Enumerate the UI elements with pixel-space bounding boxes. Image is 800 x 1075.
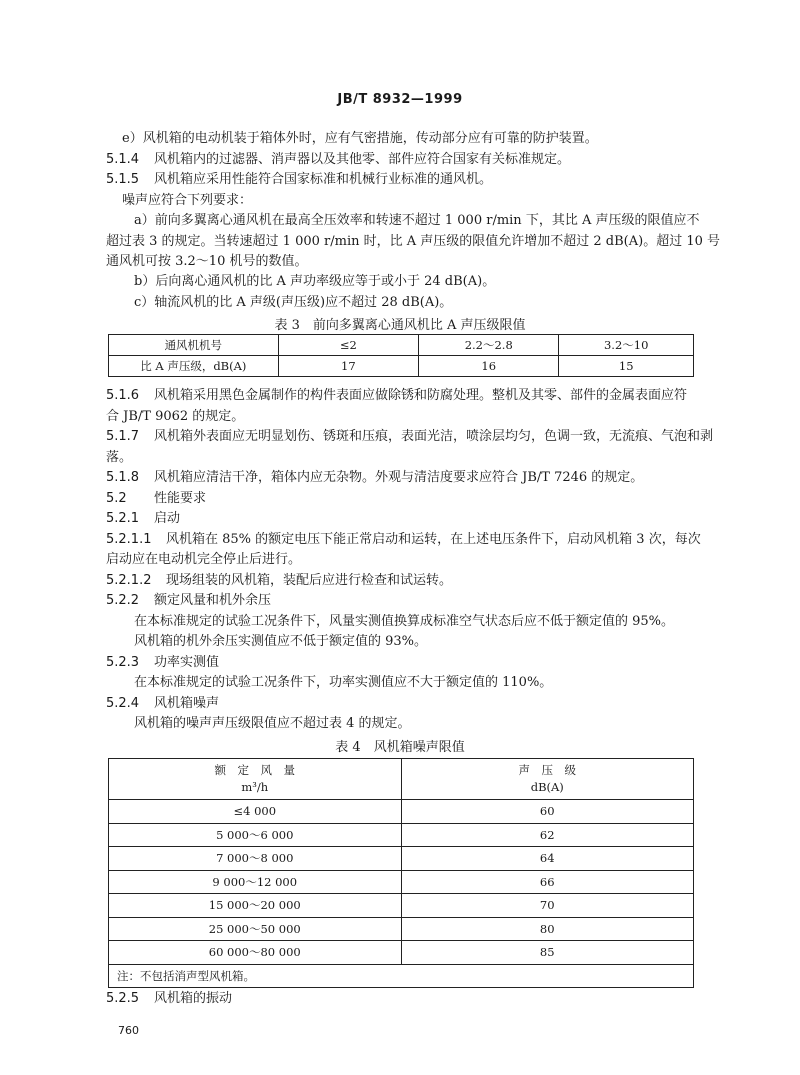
table-header-cell: 额 定 风 量 m³/h	[109, 759, 402, 800]
table-row	[109, 823, 694, 847]
table-cell: 16	[419, 356, 559, 377]
table-row	[109, 847, 694, 871]
text-line: 噪声应符合下列要求：	[122, 193, 253, 208]
table-cell: 2.2～2.8	[419, 335, 559, 356]
text-line: 落。	[106, 450, 133, 465]
table3	[108, 334, 694, 377]
text-line: c）轴流风机的比 A 声级(声压级)应不超过 28 dB(A)。	[134, 295, 453, 310]
table-cell: 5 000～6 000	[109, 823, 402, 847]
text-line: 风机箱的机外余压实测值应不低于额定值的 93%。	[134, 634, 428, 649]
table-row	[109, 917, 694, 941]
table-row	[109, 870, 694, 894]
section-heading: 5.2.5 风机箱的振动	[106, 991, 233, 1006]
table-header-row	[109, 759, 694, 800]
clause-line: 5.1.6 风机箱采用黑色金属制作的构件表面应做除锈和防腐处理。整机及其零、部件的金属表面应符	[106, 388, 688, 403]
table-header-cell: 声 压 级 dB(A)	[401, 759, 694, 800]
table4-caption: 表 4 风机箱噪声限值	[335, 740, 465, 755]
text-line: 合 JB/T 9062 的规定。	[106, 409, 245, 424]
table-cell: 比 A 声压级，dB(A)	[109, 356, 279, 377]
table-cell: 15 000～20 000	[109, 894, 402, 918]
page-number: 760	[118, 1024, 139, 1037]
table-cell: 通风机机号	[109, 335, 279, 356]
text-line: 风机箱的噪声声压级限值应不超过表 4 的规定。	[134, 716, 411, 731]
clause-line: 5.1.7 风机箱外表面应无明显划伤、锈斑和压痕，表面光洁，喷涂层均匀，色调一致，无流痕、气泡和剥	[106, 429, 714, 444]
table-cell: ≤2	[278, 335, 418, 356]
text-line: 启动应在电动机完全停止后进行。	[106, 552, 302, 567]
section-heading: 5.2.3 功率实测值	[106, 655, 220, 670]
table-cell: 60 000～80 000	[109, 941, 402, 965]
table-note-row	[109, 964, 694, 987]
table-cell: 9 000～12 000	[109, 870, 402, 894]
table-row	[109, 800, 694, 824]
table-row	[109, 356, 694, 377]
text-line: 在本标准规定的试验工况条件下，风量实测值换算成标准空气状态后应不低于额定值的 95%。	[134, 614, 675, 629]
table-cell: 70	[401, 894, 694, 918]
table-row	[109, 894, 694, 918]
section-heading: 5.2 性能要求	[106, 491, 207, 506]
table3-caption: 表 3 前向多翼离心通风机比 A 声压级限值	[274, 318, 526, 333]
text-line: 在本标准规定的试验工况条件下，功率实测值应不大于额定值的 110%。	[134, 675, 553, 690]
text-line: b）后向离心通风机的比 A 声功率级应等于或小于 24 dB(A)。	[134, 274, 496, 289]
clause-line: 5.1.5 风机箱应采用性能符合国家标准和机械行业标准的通风机。	[106, 172, 493, 187]
clause-line: 5.1.4 风机箱内的过滤器、消声器以及其他零、部件应符合国家有关标准规定。	[106, 152, 571, 167]
clause-line: 5.1.8 风机箱应清洁干净，箱体内应无杂物。外观与清洁度要求应符合 JB/T 7246 的规定。	[106, 470, 644, 485]
table-cell: 17	[278, 356, 418, 377]
table-row	[109, 941, 694, 965]
table-cell: ≤4 000	[109, 800, 402, 824]
table-row	[109, 335, 694, 356]
table-cell: 66	[401, 870, 694, 894]
table-cell: 60	[401, 800, 694, 824]
table-cell: 15	[559, 356, 694, 377]
table-cell: 85	[401, 941, 694, 965]
table-cell: 80	[401, 917, 694, 941]
table-cell: 25 000～50 000	[109, 917, 402, 941]
clause-line: 5.2.1.1 风机箱在 85% 的额定电压下能正常启动和运转，在上述电压条件下，启动风机箱 3 次，每次	[106, 532, 701, 547]
text-line: 超过表 3 的规定。当转速超过 1 000 r/min 时，比 A 声压级的限值允许增加不超过 2 dB(A)。超过 10 号	[106, 234, 721, 249]
table-note: 注：不包括消声型风机箱。	[109, 964, 694, 987]
section-heading: 5.2.1 启动	[106, 511, 181, 526]
page-header: JB/T 8932—1999	[337, 92, 463, 107]
table-cell: 3.2～10	[559, 335, 694, 356]
section-heading: 5.2.4 风机箱噪声	[106, 696, 220, 711]
table-cell: 64	[401, 847, 694, 871]
text-line: 通风机可按 3.2～10 机号的数值。	[106, 254, 308, 269]
table4	[108, 758, 694, 988]
table-cell: 62	[401, 823, 694, 847]
table-cell: 7 000～8 000	[109, 847, 402, 871]
section-heading: 5.2.2 额定风量和机外余压	[106, 593, 272, 608]
text-line: a）前向多翼离心通风机在最高全压效率和转速不超过 1 000 r/min 下，其比 A 声压级的限值应不	[134, 213, 700, 228]
clause-line: 5.2.1.2 现场组装的风机箱，装配后应进行检查和试运转。	[106, 573, 453, 588]
text-line: e）风机箱的电动机装于箱体外时，应有气密措施，传动部分应有可靠的防护装置。	[122, 131, 598, 146]
